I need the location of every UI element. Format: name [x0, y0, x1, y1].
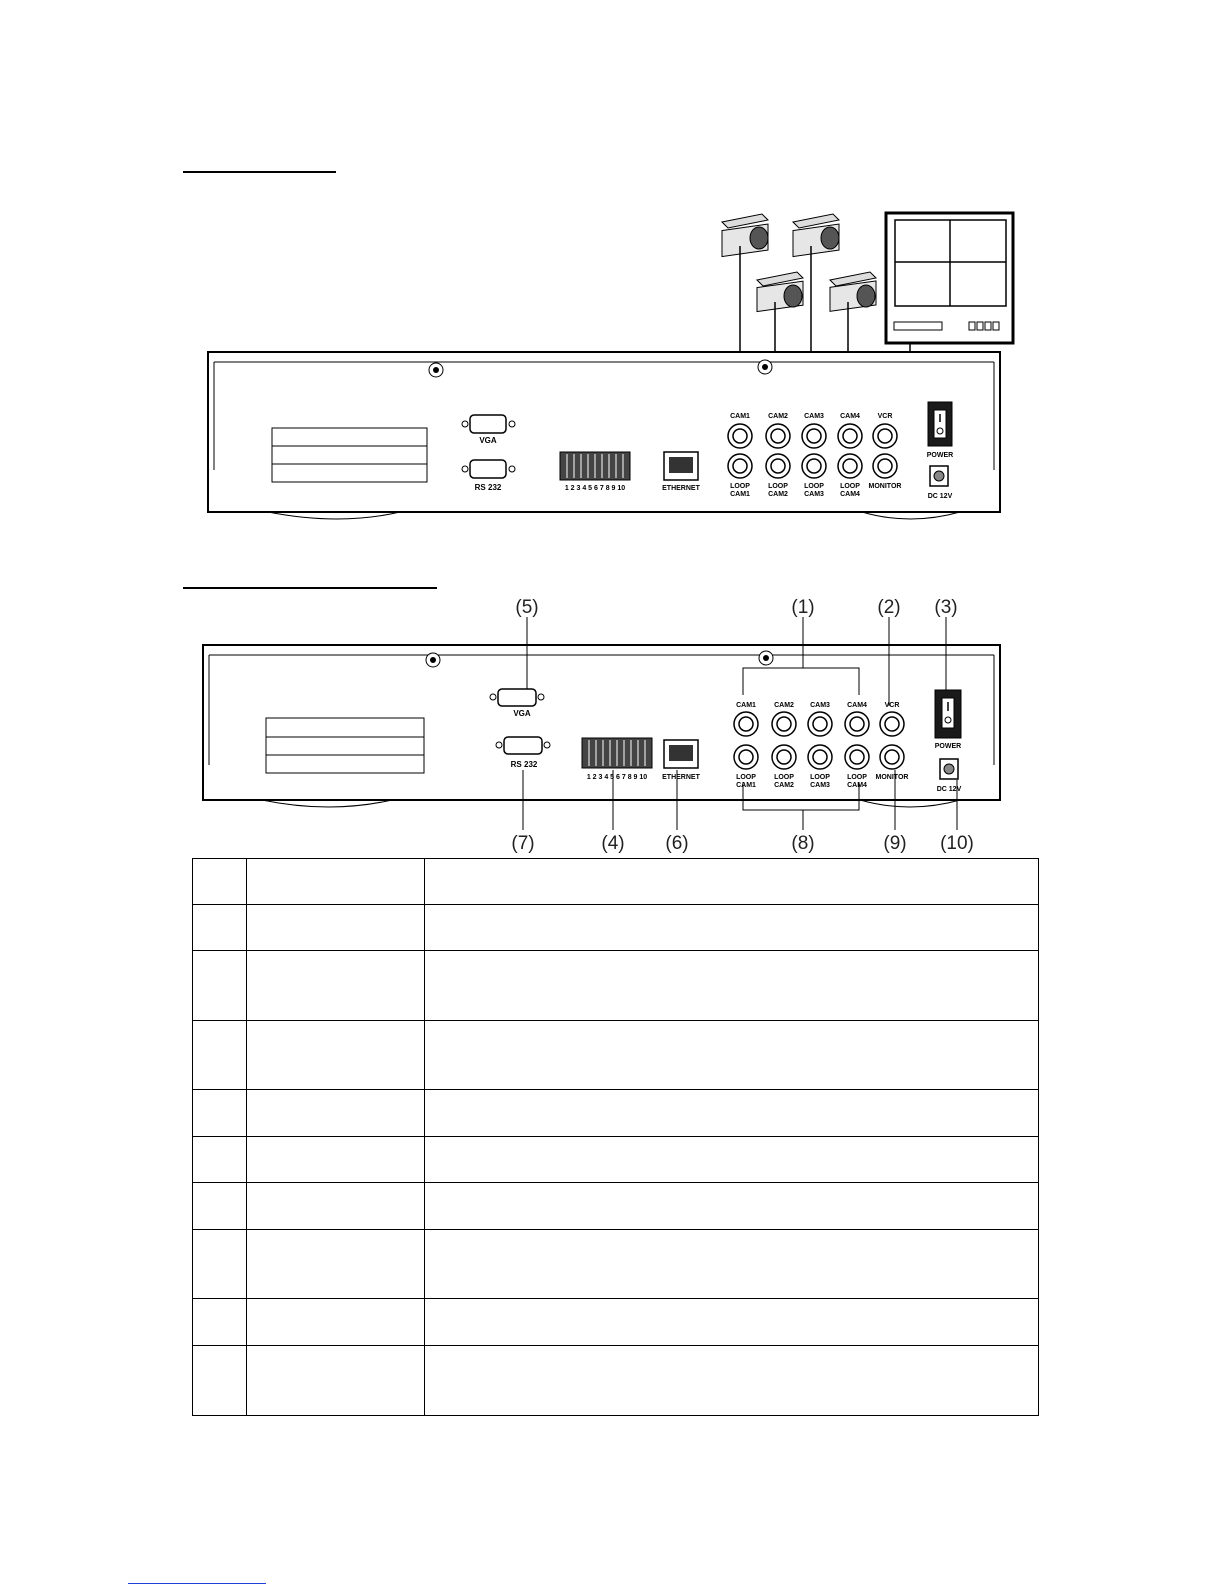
table-cell-description: [425, 1183, 1039, 1230]
terminal-numbers: 1 2 3 4 5 6 7 8 9 10: [586, 774, 648, 781]
loop-cam4-label: CAM4: [847, 782, 867, 789]
monitor-label: MONITOR: [875, 774, 909, 781]
cam1-label: CAM1: [730, 413, 750, 420]
callout-5: (5): [515, 597, 539, 618]
table-row: [193, 1299, 1039, 1346]
table-cell-item: [247, 1299, 425, 1346]
loop-cam1-label: LOOP: [736, 774, 756, 781]
table-row: [193, 951, 1039, 1021]
dc12v-label: DC 12V: [936, 786, 962, 793]
terminal-block: [582, 738, 652, 768]
table-cell-no: [193, 859, 247, 905]
rs232-label: RS 232: [510, 760, 538, 769]
table-row: [193, 1230, 1039, 1299]
vcr-label: VCR: [877, 413, 893, 420]
callout-8: (8): [791, 833, 815, 854]
callout-9: (9): [883, 833, 907, 854]
callout-4: (4): [601, 833, 625, 854]
table-cell-no: [193, 1346, 247, 1416]
loop-cam1-label: CAM1: [736, 782, 756, 789]
loop-cam2-label: CAM2: [768, 491, 788, 498]
table-cell-no: [193, 1090, 247, 1137]
dc-jack: [940, 759, 958, 779]
loop-cam1-label: CAM1: [730, 491, 750, 498]
table-cell-description: [425, 1230, 1039, 1299]
table-row: [193, 859, 1039, 905]
loop-cam4-label: LOOP: [847, 774, 867, 781]
cam2-label: CAM2: [774, 702, 794, 709]
table-row: [193, 905, 1039, 951]
cam1-label: CAM1: [736, 702, 756, 709]
table-cell-no: [193, 1137, 247, 1183]
table-cell-no: [193, 1183, 247, 1230]
loop-cam1-label: LOOP: [730, 483, 750, 490]
table-row: [193, 1021, 1039, 1090]
table-row: [193, 1183, 1039, 1230]
loop-cam4-label: CAM4: [840, 491, 860, 498]
table-cell-description: [425, 1090, 1039, 1137]
cam2-label: CAM2: [768, 413, 788, 420]
loop-cam2-label: CAM2: [774, 782, 794, 789]
table-cell-item: [247, 905, 425, 951]
table-cell-description: [425, 859, 1039, 905]
loop-cam3-label: CAM3: [804, 491, 824, 498]
table-cell-description: [425, 1299, 1039, 1346]
table-cell-description: [425, 1021, 1039, 1090]
callout-10: (10): [940, 833, 974, 854]
table-cell-no: [193, 1230, 247, 1299]
table-cell-item: [247, 1090, 425, 1137]
loop-cam3-label: LOOP: [810, 774, 830, 781]
callout-7: (7): [511, 833, 535, 854]
loop-cam3-label: CAM3: [810, 782, 830, 789]
power-label: POWER: [934, 743, 962, 750]
table-row: [193, 1346, 1039, 1416]
terminal-numbers: 1 2 3 4 5 6 7 8 9 10: [564, 485, 626, 492]
loop-cam3-label: LOOP: [804, 483, 824, 490]
power-label: POWER: [926, 452, 954, 459]
table-cell-item: [247, 1137, 425, 1183]
table-row: [193, 1090, 1039, 1137]
footnote-separator: [128, 1583, 266, 1584]
vga-label: VGA: [513, 709, 531, 718]
parts-table: [192, 858, 1039, 1416]
ethernet-label: ETHERNET: [662, 774, 700, 781]
table-cell-item: [247, 951, 425, 1021]
loop-cam4-label: LOOP: [840, 483, 860, 490]
cam3-label: CAM3: [804, 413, 824, 420]
table-cell-item: [247, 1183, 425, 1230]
table-cell-no: [193, 1021, 247, 1090]
callout-6: (6): [665, 833, 689, 854]
table-cell-description: [425, 1346, 1039, 1416]
callout-3: (3): [934, 597, 958, 618]
cam3-label: CAM3: [810, 702, 830, 709]
ethernet-port: [664, 740, 698, 768]
vga-port: [490, 689, 544, 706]
ethernet-label: ETHERNET: [662, 485, 700, 492]
callout-1: (1): [791, 597, 815, 618]
rs232-label: RS 232: [474, 483, 502, 492]
rs232-port: [496, 737, 550, 754]
cam4-label: CAM4: [847, 702, 867, 709]
table-cell-item: [247, 859, 425, 905]
loop-cam2-label: LOOP: [774, 774, 794, 781]
table-cell-item: [247, 1021, 425, 1090]
table-cell-description: [425, 905, 1039, 951]
power-switch: [935, 690, 961, 738]
table-cell-no: [193, 1299, 247, 1346]
loop-cam2-label: LOOP: [768, 483, 788, 490]
table-cell-description: [425, 951, 1039, 1021]
table-cell-no: [193, 951, 247, 1021]
table-cell-item: [247, 1346, 425, 1416]
vcr-label: VCR: [884, 702, 900, 709]
table-row: [193, 1137, 1039, 1183]
cam4-label: CAM4: [840, 413, 860, 420]
dc12v-label: DC 12V: [927, 493, 953, 500]
table-cell-description: [425, 1137, 1039, 1183]
monitor-label: MONITOR: [868, 483, 902, 490]
table-cell-item: [247, 1230, 425, 1299]
callout-2: (2): [877, 597, 901, 618]
table-cell-no: [193, 905, 247, 951]
vga-label: VGA: [479, 436, 497, 445]
